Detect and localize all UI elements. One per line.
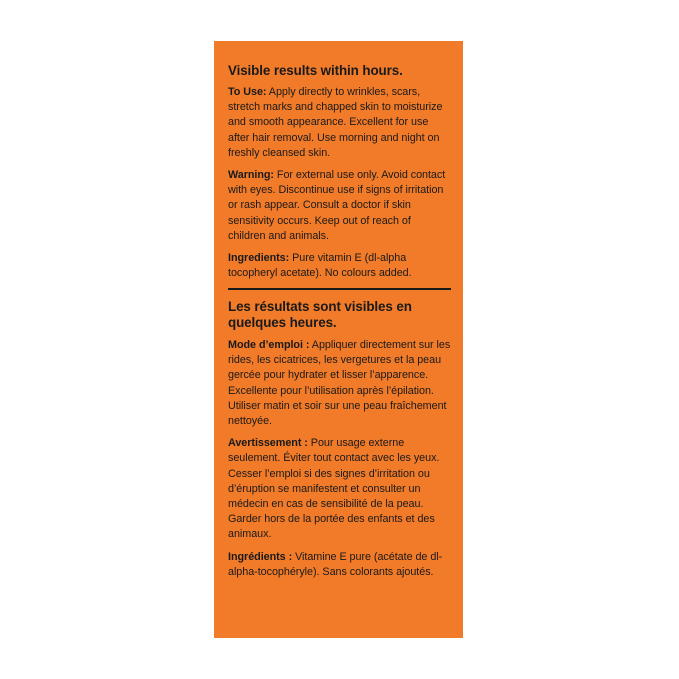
mode-emploi-text: Appliquer directement sur les rides, les cicatrices, les vergetures et la peau gercée pour hydrater et lisser l’apparence. Excellente pour l’utilisation après l’épilation. Utiliser matin et soir sur une peau fraîchement nettoyée. [228,338,451,427]
ingredients-fr-paragraph [228,550,451,580]
ingredients-fr-text: Vitamine E pure (acétate de dl-alpha-tocophéryle). Sans colorants ajoutés. [228,550,443,578]
product-label-panel [214,41,463,638]
avertissement-text: Pour usage externe seulement. Éviter tout contact avec les yeux. Cesser l’emploi si des signes d’irritation ou d’éruption se manifestent et consulter un médecin en cas de sensibilité de la peau. Garder hors de la portée des enfants et des animaux. [228,437,440,541]
mode-emploi-label: Mode d’emploi : [228,338,310,351]
avertissement-paragraph [228,436,451,542]
warning-text: For external use only. Avoid contact with eyes. Discontinue use if signs of irritation or rash appear. Consult a doctor if skin sensitivity occurs. Keep out of reach of children and animals. [228,169,446,242]
warning-paragraph [228,168,451,244]
french-heading: Les résultats sont visibles en quelques heures. [228,298,412,330]
ingredients-fr-label: Ingrédients : [228,550,293,563]
warning-label: Warning: [228,169,274,182]
to-use-label: To Use: [228,86,267,98]
to-use-paragraph [228,85,451,161]
to-use-text: Apply directly to wrinkles, scars, stretch marks and chapped skin to moisturize and smooth appearance. Excellent for use after hair removal. Use morning and night on freshly cleansed skin. [228,86,443,159]
english-heading: Visible results within hours. [228,63,403,78]
ingredients-label: Ingredients: [228,252,290,265]
ingredients-text: Pure vitamin E (dl-alpha tocopheryl acetate). No colours added. [228,252,412,280]
mode-emploi-paragraph [228,338,451,429]
ingredients-paragraph [228,251,451,281]
language-divider [228,288,451,290]
avertissement-label: Avertissement : [228,437,308,450]
